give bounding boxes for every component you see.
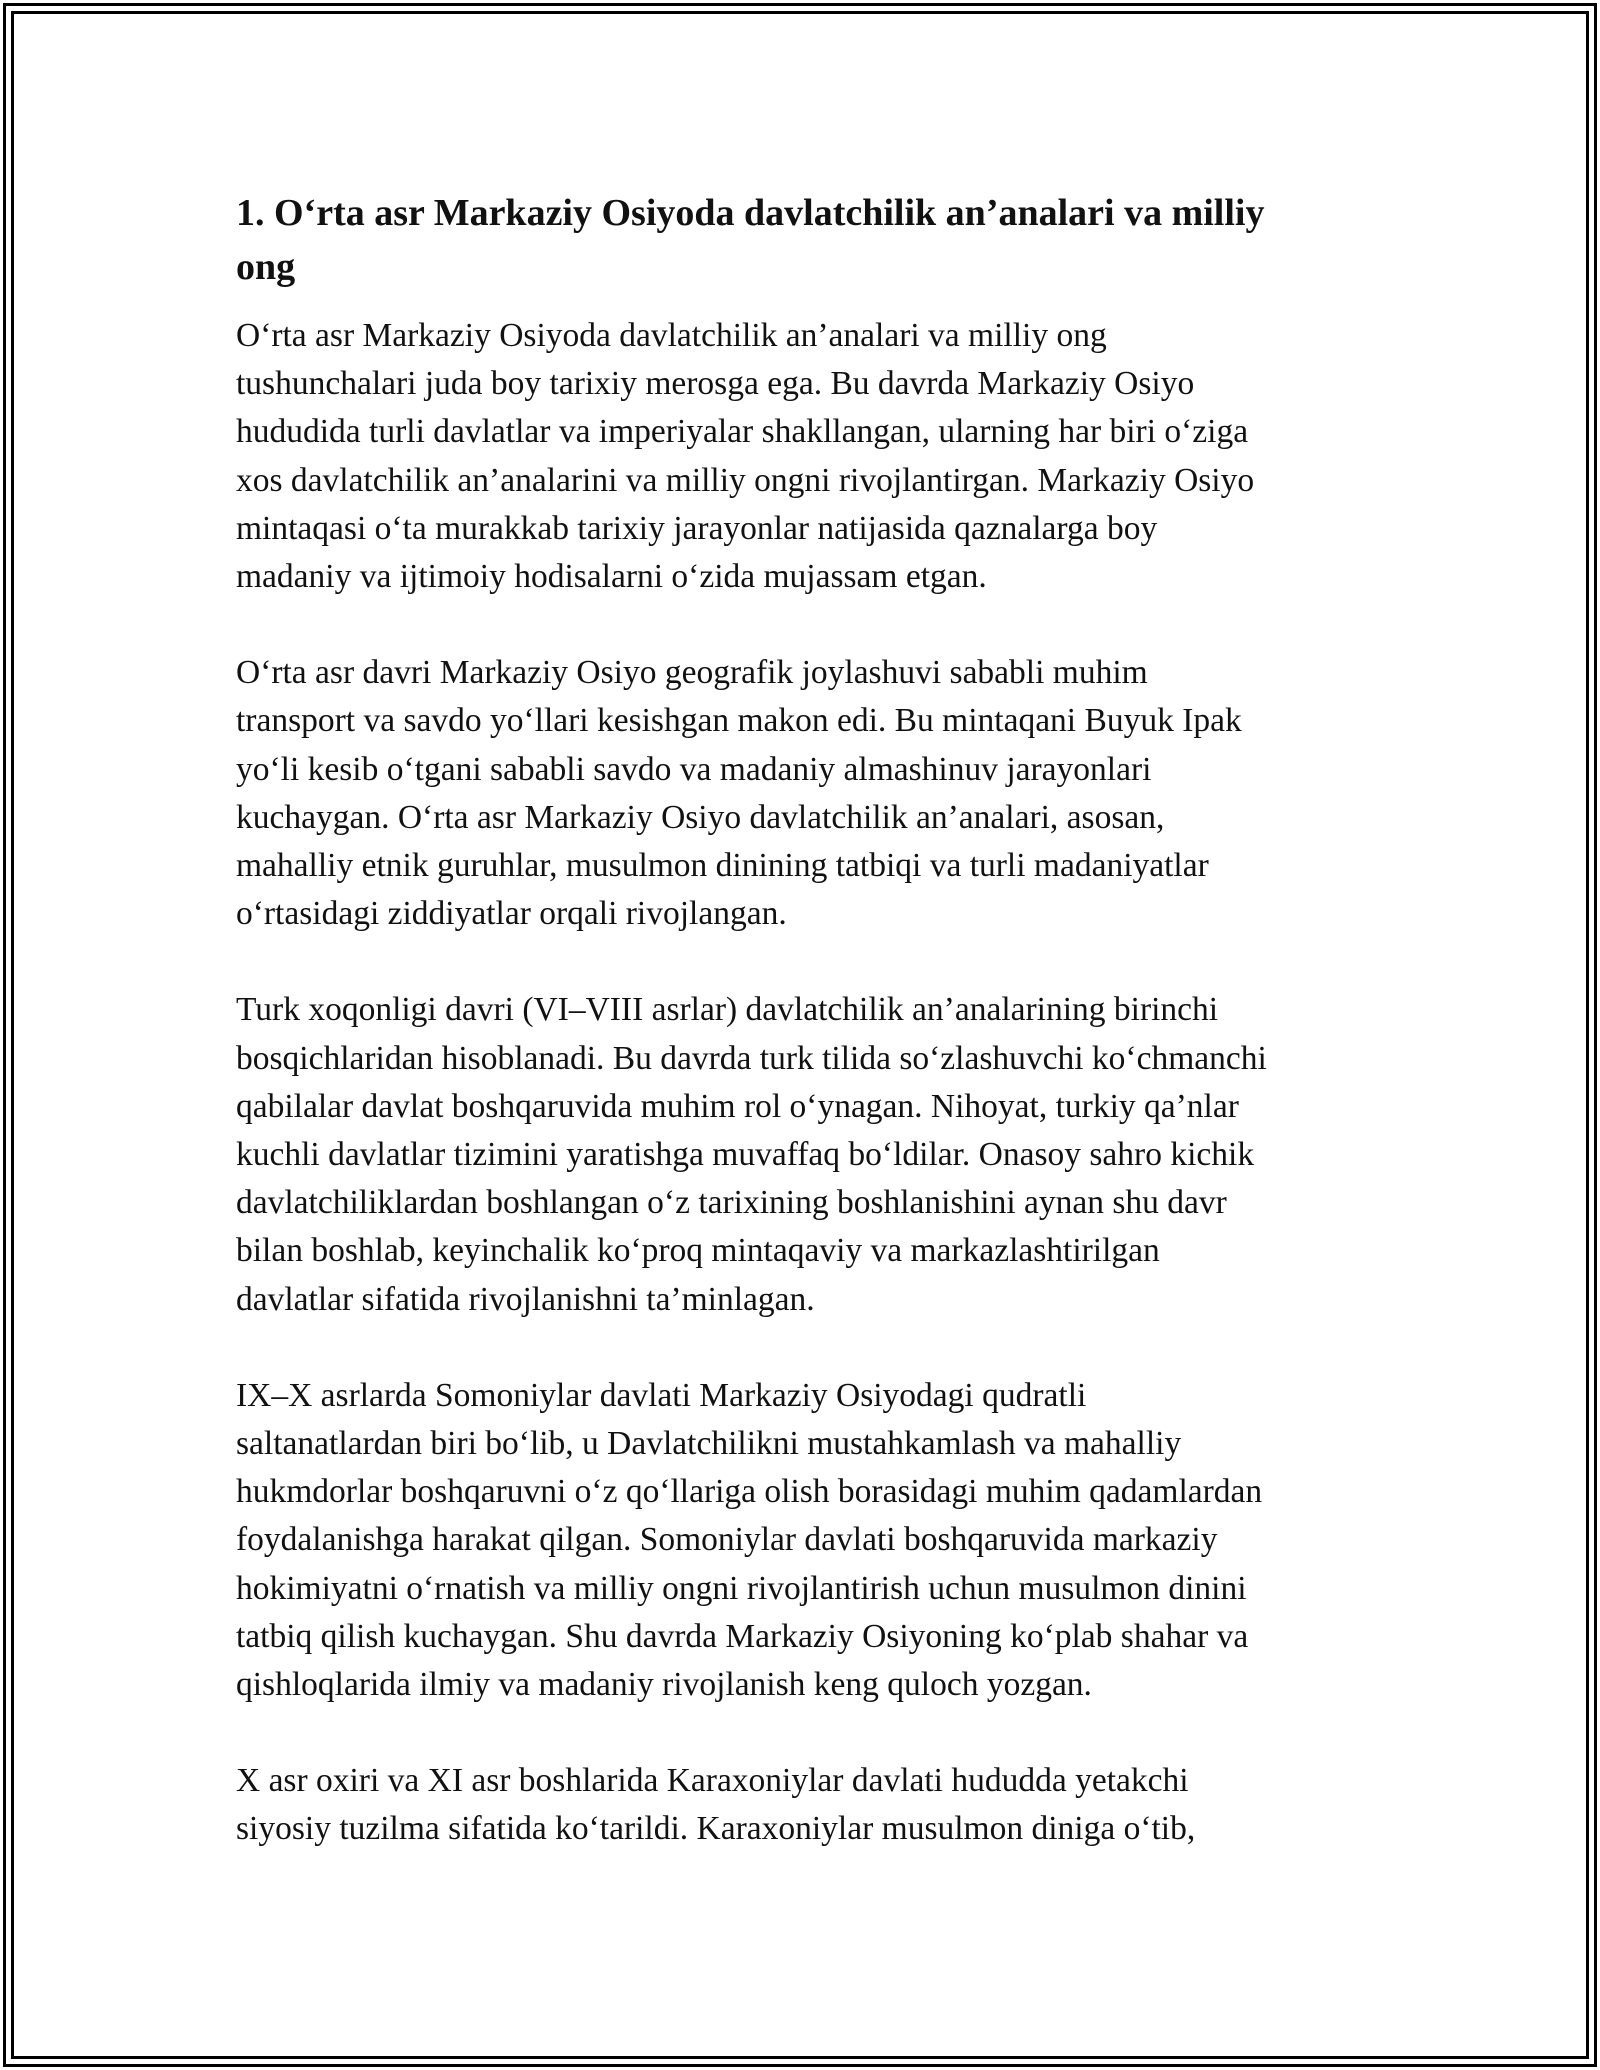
paragraph-1: O‘rta asr Markaziy Osiyoda davlatchilik an’analari va milliy ong tushunchalari juda boy tarixiy merosga ega. Bu davrda Markaziy Osiyo hududida turli davlatlar va imperiyalar shakllangan, ularning har biri o‘ziga xos davlatchilik an’analarini va milliy ongni rivojlantirgan. Markaziy Osiyo mintaqasi o‘ta murakkab tarixiy jarayonlar natijasida qaznalarga boy madaniy va ijtimoiy hodisalarni o‘zida mujassam etgan. <box>236 317 1255 596</box>
paragraph-3: Turk xoqonligi davri (VI–VIII asrlar) davlatchilik an’analarining birinchi bosqichlaridan hisoblanadi. Bu davrda turk tilida so‘zlashuvchi ko‘chmanchi qabilalar davlat boshqaruvida muhim rol o‘ynagan. Nihoyat, turkiy qa’nlar kuchli davlatlar tizimini yaratishga muvaffaq bo‘ldilar. Onasoy sahro kichik davlatchiliklardan boshlangan o‘z tarixining boshlanishini aynan shu davr bilan boshlab, keyinchalik ko‘proq mintaqaviy va markazlashtirilgan davlatlar sifatida rivojlanishni ta’minlagan. <box>236 991 1267 1318</box>
section-title: 1. O‘rta asr Markaziy Osiyoda davlatchilik an’analari va milliy ong <box>236 192 1265 288</box>
paragraph-4: IX–X asrlarda Somoniylar davlati Markaziy Osiyodagi qudratli saltanatlardan biri bo‘lib, u Davlatchilikni mustahkamlash va mahalliy hukmdorlar boshqaruvni o‘z qo‘llariga olish borasidagi muhim qadamlardan foydalanishga harakat qilgan. Somoniylar davlati boshqaruvida markaziy hokimiyatni o‘rnatish va milliy ongni rivojlantirish uchun musulmon dinini tatbiq qilish kuchaygan. Shu davrda Markaziy Osiyoning ko‘plab shahar va qishloqlarida ilmiy va madaniy rivojlanish keng quloch yozgan. <box>236 1376 1263 1704</box>
paragraph-2: O‘rta asr davri Markaziy Osiyo geografik joylashuvi sababli muhim transport va savdo yo‘llari kesishgan makon edi. Bu mintaqani Buyuk Ipak yo‘li kesib o‘tgani sababli savdo va madaniy almashinuv jarayonlari kuchaygan. O‘rta asr Markaziy Osiyo davlatchilik an’analari, asosan, mahalliy etnik guruhlar, musulmon dinining tatbiqi va turli madaniyatlar o‘rtasidagi ziddiyatlar orqali rivojlangan. <box>236 654 1242 933</box>
paragraph-5: X asr oxiri va XI asr boshlarida Karaxoniylar davlati hududda yetakchi siyosiy tuzilma sifatida ko‘tarildi. Karaxoniylar musulmon diniga o‘tib, <box>236 1762 1196 1848</box>
document-body <box>236 186 1376 1902</box>
